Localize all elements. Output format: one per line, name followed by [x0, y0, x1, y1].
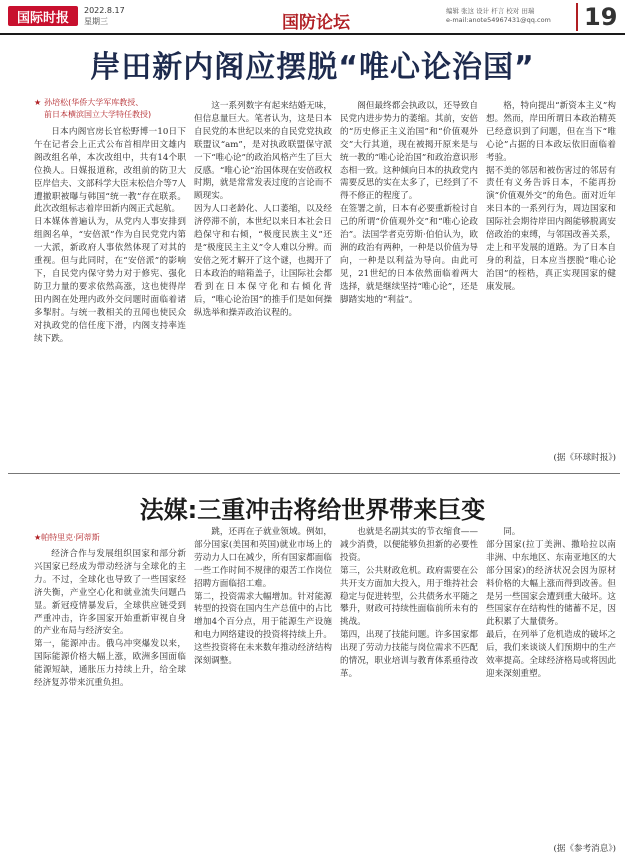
editor-contact: [446, 7, 551, 25]
article1-col3-text: 阁但最终都会执政以，还导致自民党内进步势力的萎缩。其前，安倍的“历史修正主义治国”和“价值观外交”大行其道，现在被揭开原来是与统一教的“唯心论治国”和政治意识形态相一致。这种倾向日本的执政党内需要反思的实在太多了，已经到了不得不修正的程度了。 在签署之前，日本有必要重新检讨自己的所谓“价值观外交”和“唯心论政治”。法国学者克劳斯·伯伯认为，欧洲的政治有两种，一种是以价值为导向，一种是以利益为导向。由此可见，21世纪的日本依然面临着两大选择，就是继续坚持“唯心论”，还是脚踏实地的“利益”。: [340, 101, 478, 305]
article2-column-1: [34, 548, 186, 856]
article1-column-4: [486, 100, 616, 450]
article1-column-3: [340, 100, 478, 464]
byline-line2: 前日本横滨国立大学特任教授): [44, 110, 152, 119]
article1-col1-text: 日本内阁官房长官松野博一10日下午在记者会上正式公布首相岸田文雄内阁改组名单，本次改组中，共有14个职位换人。日媒报道称，改组前的防卫大臣岸信夫、文部科学大臣末松信介等7人遭撤职被曝与韩国“统一教”存在联系。此次改组标志着岸田新内阁正式起航。 日本媒体普遍认为，从党内人事安排到组阁名单，“安倍派”作为自民党党内第一大派，新政府人事依然体现了对其的重视。但与此同时，在“安倍派”的影响下，自民党内保守势力对于修宪、强化防卫力量的要求依然高涨，这也使得岸田内阁在处理内政外交问题时面临着诸多掣肘。与统一教相关的丑闻也使民众对执政党的信任度下滑，内阁支持率连续下跌。: [34, 127, 186, 344]
email-line: e-mail:anote54967431@qq.com: [446, 16, 551, 24]
article1-headline: 岸田新内阁应摆脱“唯心论治国”: [90, 50, 535, 85]
article1-col4-text: 格，特向提出“新资本主义”构想。然而，岸田所谓日本政治精英已经意识到了问题，但在当下“唯心论”占据的日本政坛依旧面临着考验。 据不美的邻居和被伤害过的邻居有责任有义务告诉日本，不能再扮演“价值观外交”的角色。面对近年来日本的一系列行为，周边国家和国际社会期待岸田内阁能够脱离安倍政治的束缚，与邻国改善关系，走上和平发展的道路。为了日本自身的利益，日本应当摆脱“唯心论治国”的桎梏，真正实现国家的健康发展。: [486, 101, 616, 292]
section-divider: [8, 473, 620, 474]
article2-column-3: [340, 526, 478, 856]
article2-column-4: [486, 526, 616, 842]
article1-byline: [34, 97, 194, 121]
star-icon: ★: [34, 98, 42, 107]
star-icon: ★: [34, 533, 42, 542]
section-title: 国防论坛: [282, 13, 350, 33]
article2-col4-text: 同。 部分国家(拉丁美洲、撒哈拉以南非洲、中东地区、东南亚地区的大部分国家)的经济状况会因为原材料价格的大幅上涨而得到改善。但是另一些国家会遭到重大破坏。这些国家存在结构性的储蓄不足，因此积累了大量债务。 最后，在列举了危机造成的破坏之后，我们来谈谈人们预期中的生产效率提高。全球经济格局或将因此迎来深刻重塑。: [486, 527, 616, 679]
weekday-text: 星期三: [84, 17, 108, 26]
editor-line: 编辑 张这 设计 杆言 校对 田瑞: [446, 7, 535, 15]
article1-column-2: [194, 100, 332, 464]
article1-column-1: [34, 126, 186, 464]
article2-headline: 法媒:三重冲击将给世界带来巨变: [139, 496, 486, 524]
date-text: 2022.8.17: [84, 6, 125, 15]
article1-source: (据《环球时报》): [553, 453, 616, 463]
article2-col2-text: 跳，还再在子就业领域。例如，部分国家(美国和英国)就业市场上的劳动力人口在减少，所有国家都面临一些工作时间不规律的艰苦工作岗位招聘方面临招工难。 第二，投资需求大幅增加。针对能源转型的投资在国内生产总值中的占比增加4个百分点，用于能源生产设施和电力网络建设的投资将持续上升。这些投资将在未来数年推动经济结构深刻调整。: [194, 527, 332, 667]
issue-date: [84, 5, 125, 27]
page-header: [0, 0, 625, 35]
article2-col1-text: 经济合作与发展组织国家和部分新兴国家已经成为带动经济与全球化的主力。不过，全球化也导致了一些国家经济失衡，产业空心化和就业流失问题凸显。新冠疫情暴发后，全球供应链受到严重冲击，许多国家开始重新审视自身的产业布局与经济安全。 第一，能源冲击。俄乌冲突爆发以来，国际能源价格大幅上涨，欧洲多国面临能源短缺，通胀压力持续上升，给全球经济复苏带来沉重负担。: [34, 549, 186, 689]
page-number: 19: [576, 3, 620, 31]
article2-byline: [34, 532, 100, 543]
article2-source: (据《参考消息》): [553, 844, 616, 854]
masthead-logo: 国际时报: [8, 6, 78, 26]
article2-author: 帕特里克·阿蒂斯: [41, 533, 100, 542]
byline-line1: 孙培松(华侨大学军库教授、: [44, 98, 144, 107]
article2-col3-text: 也就是名副其实的节衣缩食——减少消费，以便能够负担新的必要性投资。 第三，公共财政危机。政府需要在公共开支方面加大投入，用于维持社会稳定与促进转型，公共债务水平随之攀升，财政可持续性面临前所未有的挑战。 第四，出现了技能问题。许多国家都出现了劳动力技能与岗位需求不匹配的情况，职业培训与教育体系亟待改革。: [340, 527, 478, 679]
article2-column-2: [194, 526, 332, 856]
article1-col2-text: 这一系列数字有起来结婚无味，但信息量巨大。笔者认为，这是日本自民党的本世纪以来的自民党党执政联盟议“am”，是对执政联盟保守派一下“唯心论”的政治风格产生了巨大反感。“唯心论”治国体现在安倍政权时期，就是常常发表过度的言论而不顾现实。 因为人口老龄化、人口萎缩，以及经济停滞不前，本世纪以来日本社会日趋保守和右倾，“极度民族主义”还是“极度民主主义”令人难以分辨。而安倍之死才解开了这个谜，也揭开了日本政治的暗箱盖子，让国际社会都看到在日本保守化和右倾化背后，“唯心论治国”的推手们是如何操纵选举和操弄政治议程的。: [194, 101, 332, 318]
